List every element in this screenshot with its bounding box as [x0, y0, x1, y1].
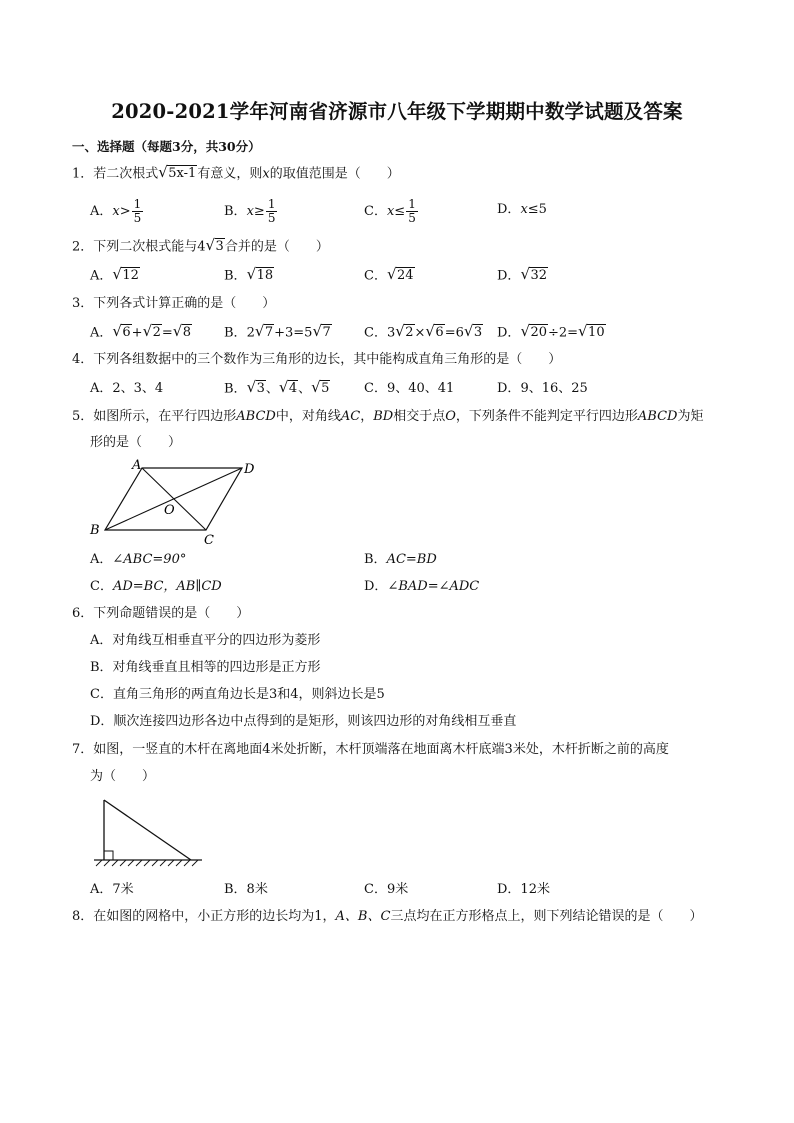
q5-option-b: B．AC=BD	[364, 552, 437, 567]
question-8: 8．在如图的网格中，小正方形的边长均为1，A、B、C三点均在正方形格点上，则下列结论错误的是（ ）	[72, 909, 703, 924]
q6-option-a: A．对角线互相垂直平分的四边形为菱形	[90, 633, 321, 648]
parallelogram-figure	[84, 456, 264, 546]
q1-option-d: D．x≤5	[497, 202, 547, 217]
question-5-line-2: 形的是（ ）	[90, 435, 182, 450]
page-title: 2020-2021学年河南省济源市八年级下学期期中数学试题及答案	[111, 100, 683, 123]
question-4: 4．下列各组数据中的三个数作为三角形的边长，其中能构成直角三角形的是（ ）	[72, 352, 562, 367]
question-6: 6．下列命题错误的是（ ）	[72, 606, 250, 621]
q7-option-d: D．12米	[497, 882, 550, 897]
question-5-line-1: 5．如图所示，在平行四边形ABCD中，对角线AC，BD相交于点O，下列条件不能判定平行四边形ABCD为矩	[72, 409, 704, 424]
question-7-line-2: 为（ ）	[90, 769, 156, 784]
q2-option-b: B． √ 18	[224, 265, 274, 284]
q1-option-a: A．x> $\frac{1}{5}$	[90, 197, 142, 225]
question-3: 3．下列各式计算正确的是（ ）	[72, 296, 276, 311]
ground-hatching	[96, 860, 198, 866]
label-a: A	[132, 458, 142, 473]
q7-option-b: B．8米	[224, 882, 268, 897]
diagonal-bd	[105, 468, 242, 530]
q6-option-c: C．直角三角形的两直角边长是3和4，则斜边长是5	[90, 687, 385, 702]
question-2: 2．下列二次根式能与4 √ 3合并的是（ ）	[72, 236, 329, 255]
q1-option-c: C．x≤ $\frac{1}{5}$	[364, 197, 416, 225]
q2-option-a: A． √ 12	[90, 265, 139, 284]
q6-option-d: D．顺次连接四边形各边中点得到的是矩形，则该四边形的对角线相互垂直	[90, 714, 517, 729]
q4-option-a: A．2、3、4	[90, 381, 164, 396]
q4-option-d: D．9、16、25	[497, 381, 588, 396]
q2-option-c: C． √ 24	[364, 265, 414, 284]
q4-option-c: C．9、40、41	[364, 381, 455, 396]
q7-option-c: C．9米	[364, 882, 409, 897]
question-7-line-1: 7．如图，一竖直的木杆在离地面4米处折断，木杆顶端落在地面离木杆底端3米处，木杆折断之前的高度	[72, 742, 669, 757]
q4-option-b: B． √ 3、 √ 4、 √ 5	[224, 378, 330, 397]
section-heading: 一、选择题（每题3分，共30分）	[72, 139, 261, 154]
q3-option-d: D． √ 20÷2= √ 10	[497, 322, 605, 341]
right-angle-mark	[104, 851, 113, 860]
question-1: 1．若二次根式 √ 5x-1有意义，则x的取值范围是（ ）	[72, 163, 400, 182]
label-d: D	[244, 462, 255, 477]
q5-option-c: C．AD=BC，AB∥CD	[90, 579, 222, 594]
q5-option-a: A．∠ABC=90°	[90, 552, 187, 567]
label-o: O	[164, 503, 175, 518]
q2-option-d: D． √ 32	[497, 265, 547, 284]
q3-option-c: C．3 √ 2× √ 6=6 √ 3	[364, 322, 483, 341]
label-b: B	[90, 523, 100, 538]
q3-option-a: A． √ 6+ √ 2= √ 8	[90, 322, 192, 341]
q6-option-b: B．对角线垂直且相等的四边形是正方形	[90, 660, 321, 675]
pole-broken-top	[104, 800, 191, 860]
broken-pole-figure	[92, 796, 207, 870]
q7-option-a: A．7米	[90, 882, 134, 897]
q3-option-b: B．2 √ 7+3=5 √ 7	[224, 322, 331, 341]
q1-option-b: B．x≥ $\frac{1}{5}$	[224, 197, 276, 225]
label-c: C	[204, 533, 214, 546]
q5-option-d: D．∠BAD=∠ADC	[364, 579, 480, 594]
